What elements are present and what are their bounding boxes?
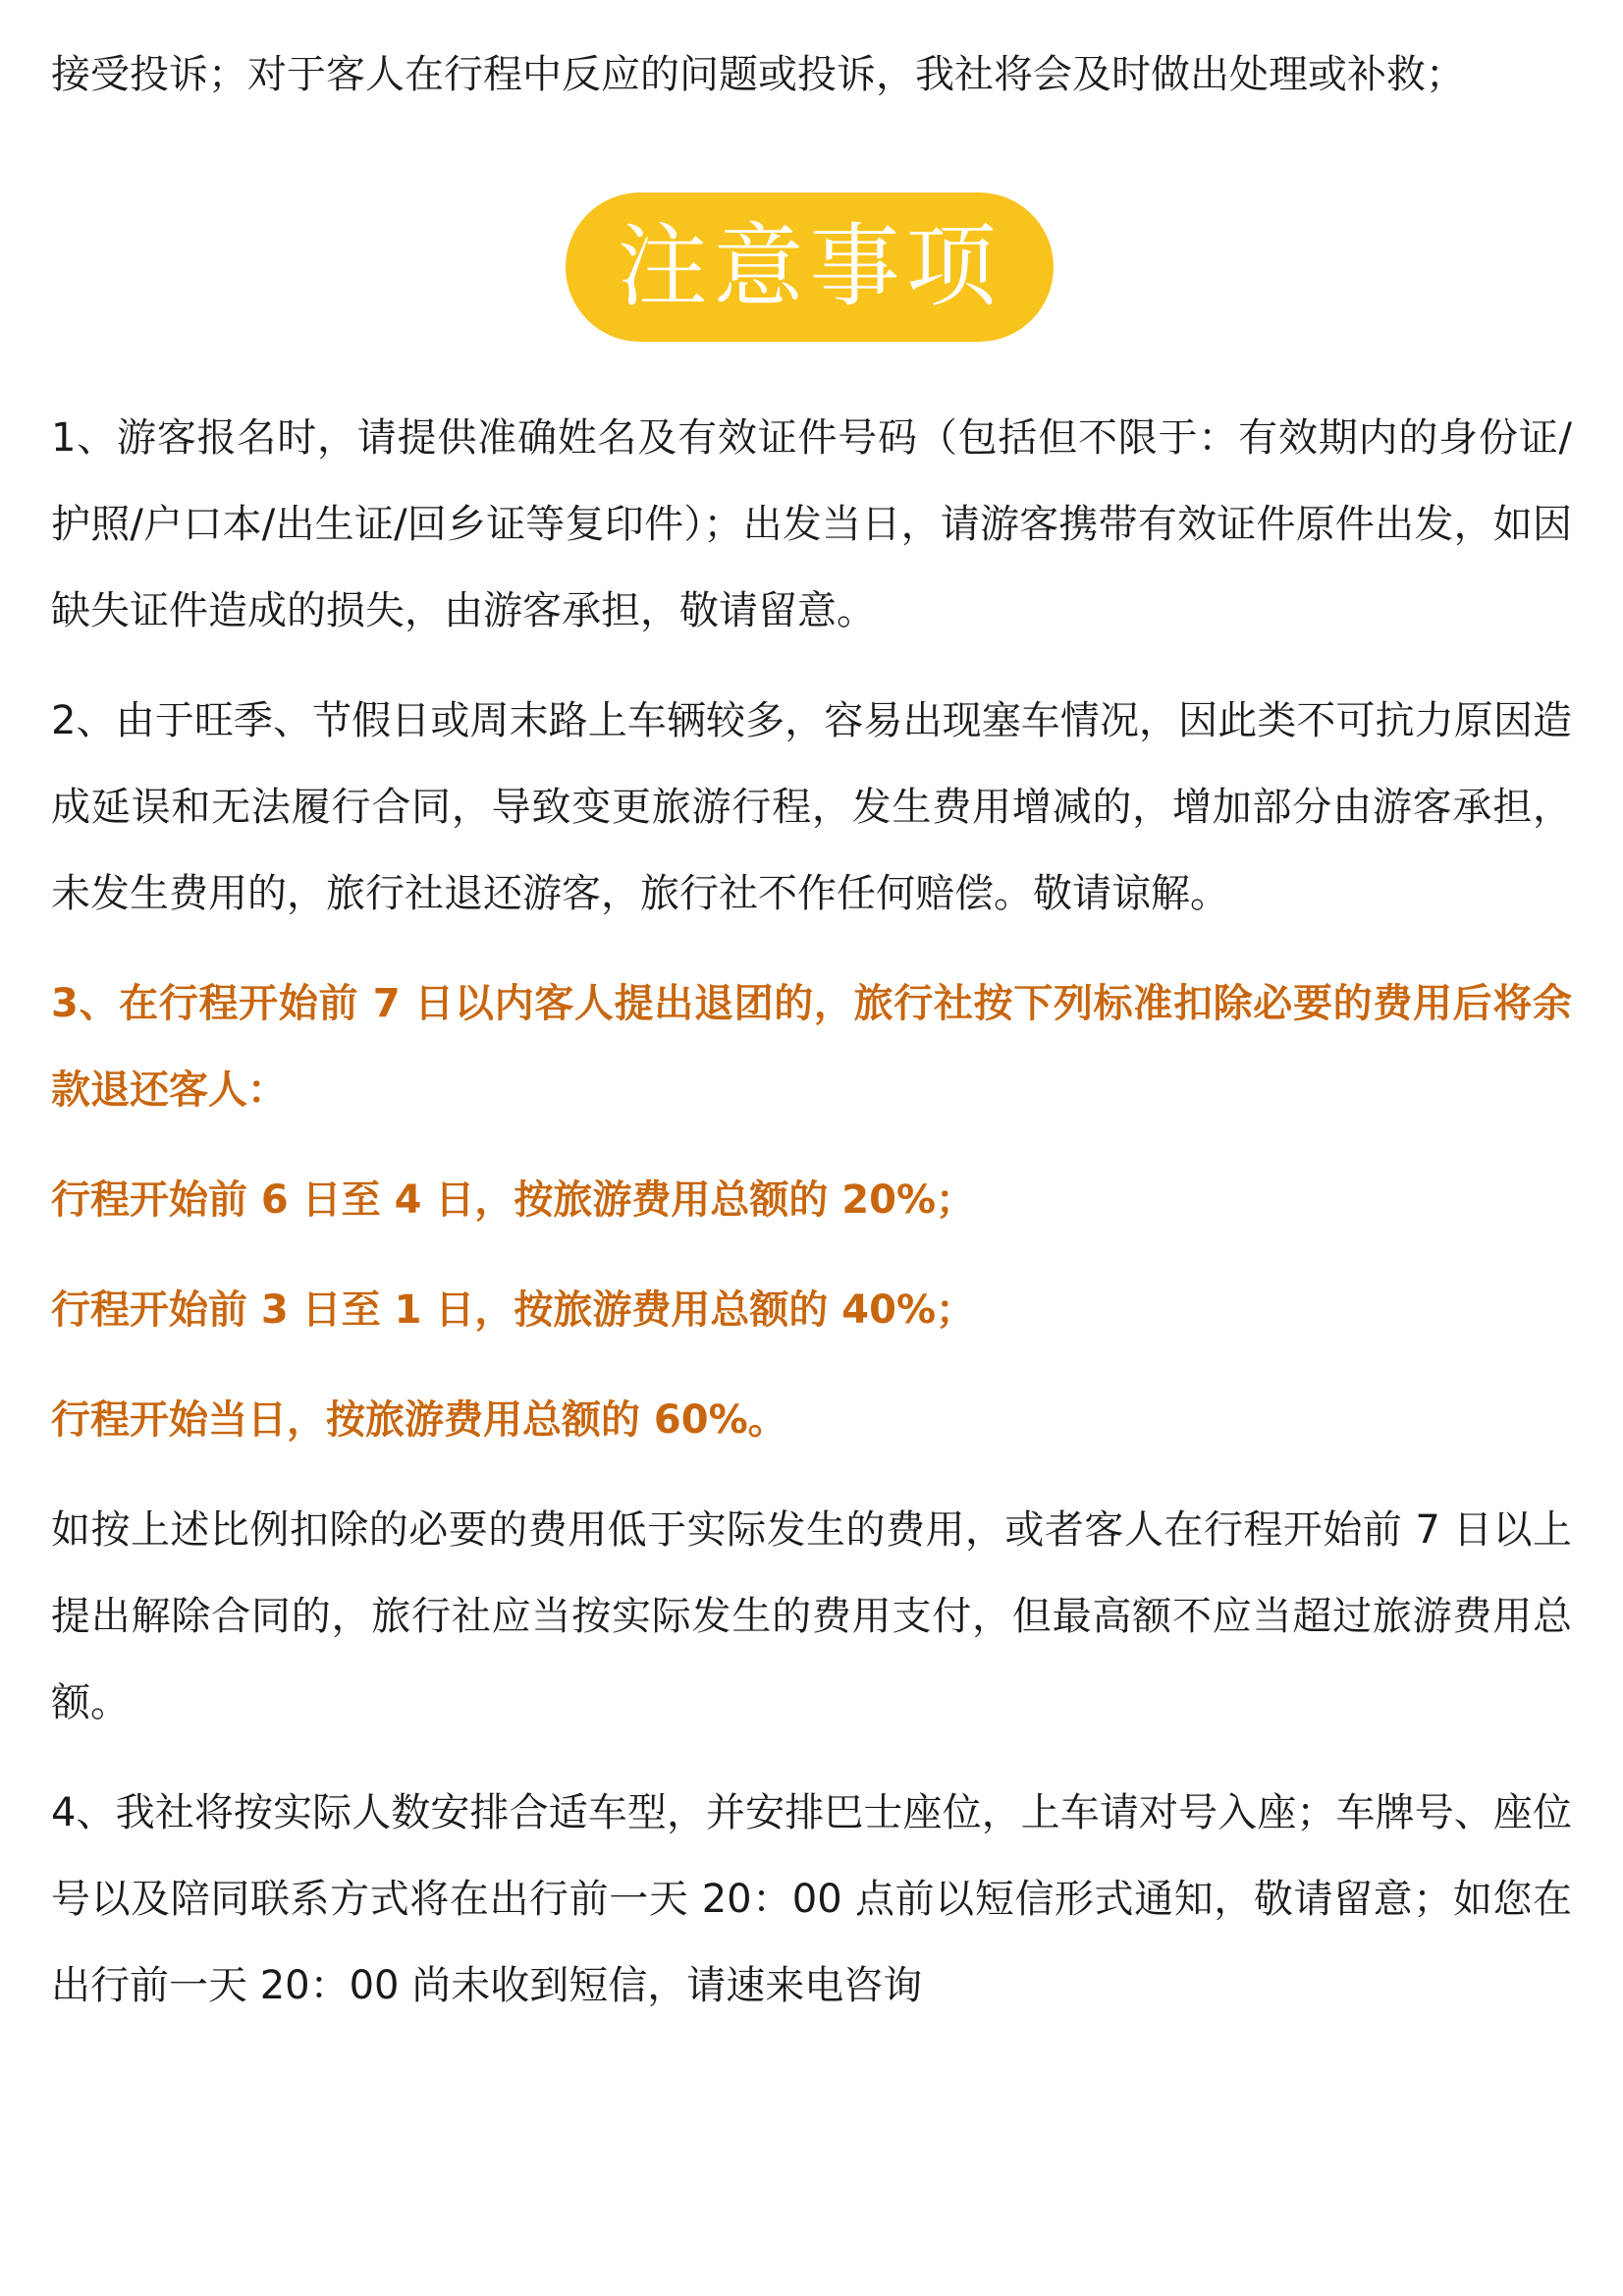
refund-note: 如按上述比例扣除的必要的费用低于实际发生的费用，或者客人在行程开始前 7 日以上提出解除合同的，旅行社应当按实际发生的费用支付，但最高额不应当超过旅游费用总额。 xyxy=(51,1507,1572,1725)
section-title: 注意事项 xyxy=(617,214,1002,319)
refund-rule-2: 行程开始前 3 日至 1 日，按旅游费用总额的 40%； xyxy=(51,1287,976,1333)
notice-item-3: 3、在行程开始前 7 日以内客人提出退团的，旅行社按下列标准扣除必要的费用后将余款退还客人： xyxy=(51,981,1572,1113)
complaint-line: 接受投诉；对于客人在行程中反应的问题或投诉，我社将会及时做出处理或补救； xyxy=(51,52,1465,97)
notice-list xyxy=(51,395,1572,2029)
notice-item-1: 1、游客报名时，请提供准确姓名及有效证件号码（包括但不限于：有效期内的身份证/护照/户口本/出生证/回乡证等复印件）；出发当日，请游客携带有效证件原件出发，如因缺失证件造成的损失，由游客承担，敬请留意。 xyxy=(51,415,1572,633)
refund-rule-1: 行程开始前 6 日至 4 日，按旅游费用总额的 20%； xyxy=(51,1177,976,1223)
refund-rule-3: 行程开始当日，按旅游费用总额的 60%。 xyxy=(51,1397,787,1443)
notice-item-2: 2、由于旺季、节假日或周末路上车辆较多，容易出现塞车情况，因此类不可抗力原因造成延误和无法履行合同，导致变更旅游行程，发生费用增减的，增加部分由游客承担，未发生费用的，旅行社退还游客，旅行社不作任何赔偿。敬请谅解。 xyxy=(51,698,1572,916)
section-title-pill xyxy=(566,192,1054,342)
notice-item-4: 4、我社将按实际人数安排合适车型，并安排巴士座位，上车请对号入座；车牌号、座位号以及陪同联系方式将在出行前一天 20：00 点前以短信形式通知，敬请留意；如您在出行前一天 20：00 尚未收到短信，请速来电咨询 xyxy=(51,1790,1572,2008)
